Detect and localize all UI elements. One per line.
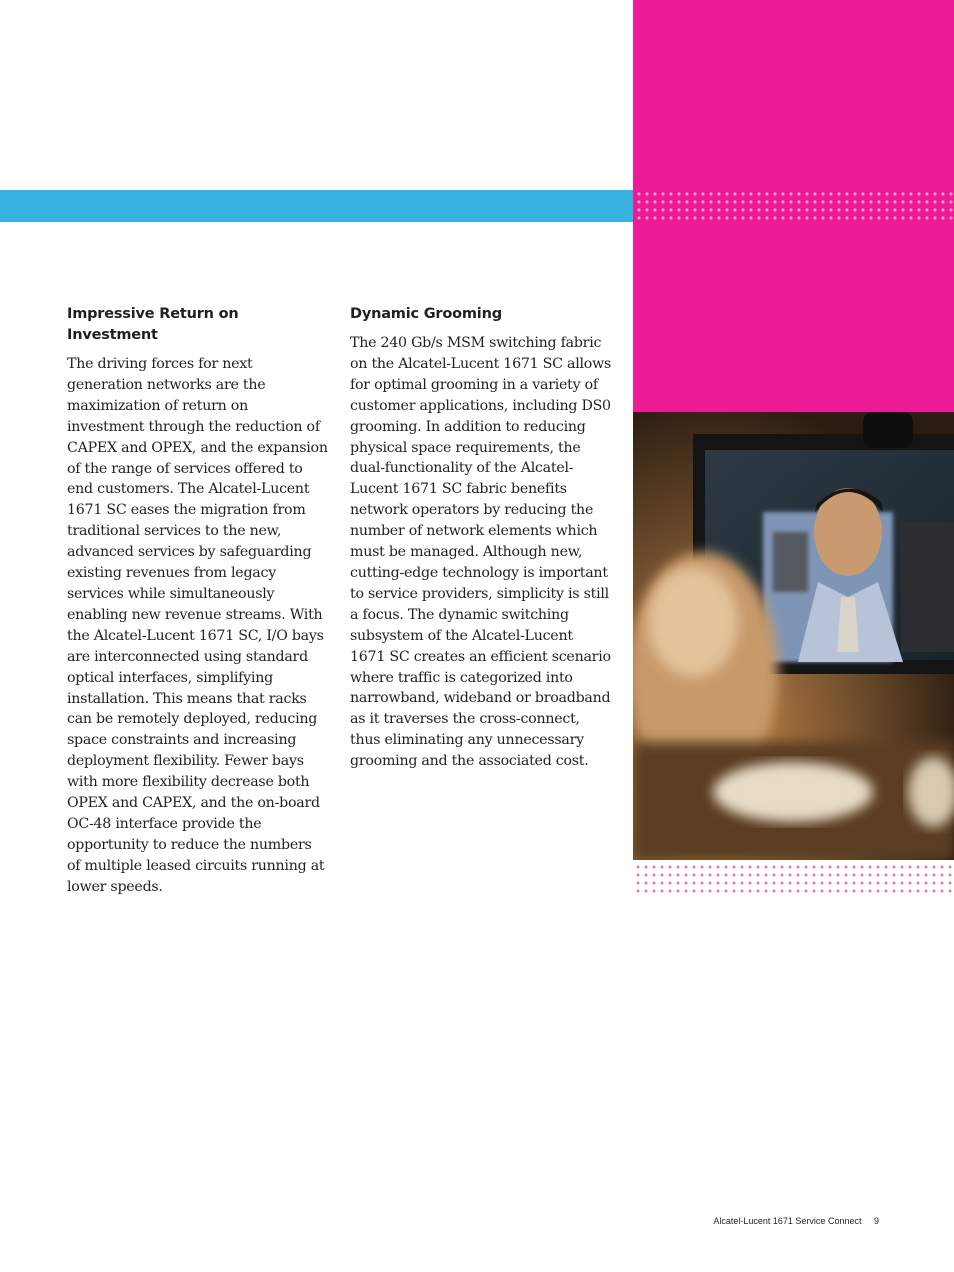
section-body: The driving forces for next generation networks are the maximization of return on investment through the reduction of CAPEX and OPEX, and the expansion of the range of services offered to end customers. The Alcatel-Lucent 1671 SC eases the migration from traditional services to the new, advanced services by safeguarding existing revenues from legacy services while simultaneously enabling new revenue streams. With the Alcatel-Lucent 1671 SC, I/O bays are interconnected using standard optical interfaces, simplifying installation. This means that racks can be remotely deployed, reducing space constraints and increasing deployment flexibility. Fewer bays with more flexibility decrease both OPEX and CAPEX, and the on-board OC-48 interface provide the opportunity to reduce the numbers of multiple leased circuits running at lower speeds. bbox=[67, 356, 328, 895]
footer-title: Alcatel-Lucent 1671 Service Connect bbox=[713, 1216, 862, 1226]
section-heading: Dynamic Grooming bbox=[350, 306, 502, 322]
magenta-panel-middle bbox=[633, 222, 954, 412]
page-number: 9 bbox=[873, 1216, 879, 1226]
column-left bbox=[67, 304, 329, 898]
magenta-panel-top bbox=[633, 0, 954, 188]
section-heading: Impressive Return on Investment bbox=[67, 306, 239, 343]
page-footer bbox=[713, 1216, 879, 1226]
column-right bbox=[350, 304, 612, 772]
section-body: The 240 Gb/s MSM switching fabric on the Alcatel-Lucent 1671 SC allows for optimal grooming in a variety of customer applications, including DS0 grooming. In addition to reducing physical space requirements, the dual-functionality of the Alcatel-Lucent 1671 SC fabric benefits network operators by reducing the number of network elements which must be managed. Although new, cutting-edge technology is important to service providers, simplicity is still a focus. The dynamic switching subsystem of the Alcatel-Lucent 1671 SC creates an efficient scenario where traffic is categorized into narrowband, wideband or broadband as it traverses the cross-connect, thus eliminating any unnecessary grooming and the associated cost. bbox=[350, 335, 611, 770]
video-conference-photo bbox=[633, 412, 954, 860]
dot-pattern-bottom bbox=[633, 862, 954, 896]
cyan-header-bar bbox=[0, 190, 633, 222]
dot-pattern-top bbox=[633, 188, 954, 222]
